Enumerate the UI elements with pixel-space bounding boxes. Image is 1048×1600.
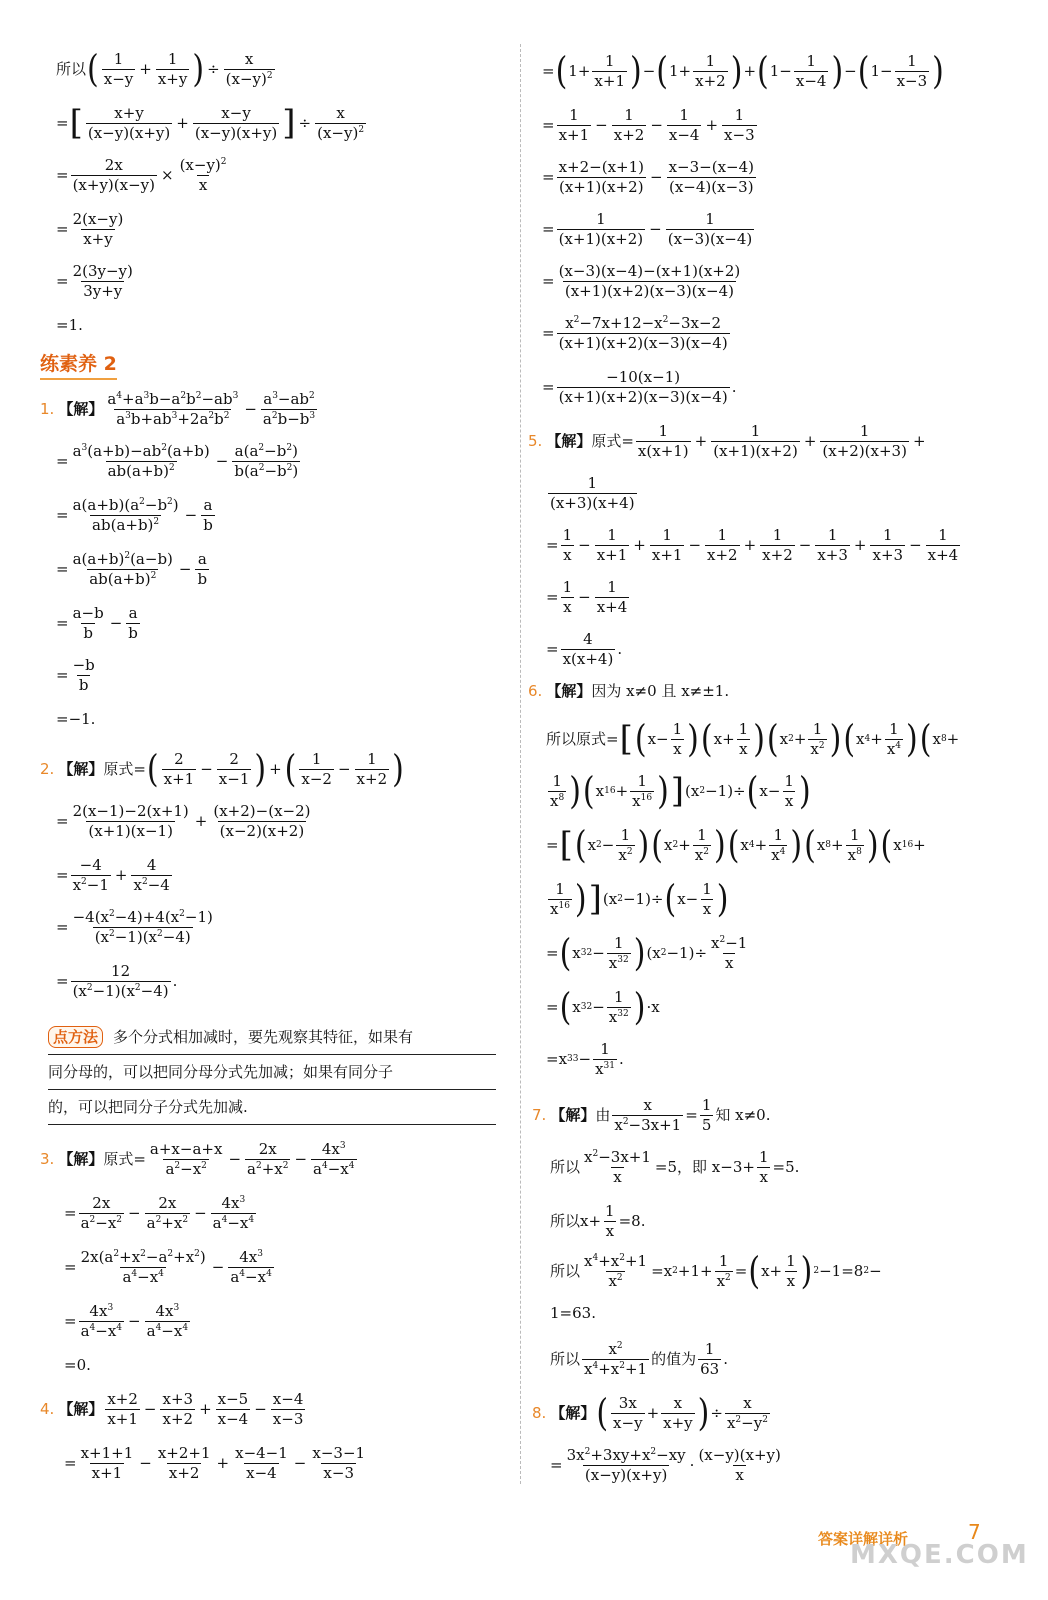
method-tip: 点方法 多个分式相加减时，要先观察其特征，如果有 同分母的，可以把同分母分式先加减；如果有同分子 的，可以把同分子分式先加减. (48, 1020, 496, 1125)
problem-8-start: 8. 【解】 ( 3x x−y + x x+y ) ÷ x $x^2-y^2$ (532, 1391, 768, 1435)
equation-line: = ( 1+ 1 x+1 ) − ( 1+ 1 x+2 ) + ( 1− 1 x−4 ) − ( 1− 1 x−3 ) (542, 49, 944, 93)
equation-line: = $a(a+b)(a^2-b^2)$ $ab(a+b)^2$ − $\frac{a}{b}$ (56, 496, 213, 534)
equation-line: =0. (64, 1356, 91, 1374)
equation-line: = ( x 32 − 1 $x^{32}$ ) (x 2 −1)÷ $x^2-1$ x (546, 931, 748, 975)
equation-line: = $4x^3$ $a^4-x^4$ − $\frac{4x^3}{a^4-x^4}$ (64, 1302, 189, 1340)
column-divider (520, 44, 521, 1484)
equation-line: = (x−3)(x−4)−(x+1)(x+2) (x+1)(x+2)(x−3)(x−4) (542, 262, 741, 300)
equation-line: = 1 x+1 − $\frac{1}{x+2}$ − $\frac{1}{x-4}$ + $\frac{1}{x-3}$ (542, 106, 755, 144)
problem-3-start: 3. 【解】 原式 = a+x−a+x $a^2-x^2$ − $\frac{2x}{a^2+x^2}$ − $\frac{4x^3}{a^4-x^4}$ (40, 1140, 355, 1178)
equation-line: 所以 $x^4+x^2+1$ $x^2$ =x 2 +1+ 1 $x^2$ = ( x+ 1 x ) 2 −1=8 2 − (550, 1249, 882, 1293)
equation-line: = 1 x − $\frac{1}{x+4}$ (546, 578, 628, 616)
equation-line: 1 $x^{16}$ ) ] (x 2 −1)÷ ( x− 1 x ) (550, 877, 729, 921)
equation-line: = 2(x−1)−2(x+1) (x+1)(x−1) + $\frac{(x+2)-(x-2)}{(x-2)(x+2)}$ (56, 802, 311, 840)
equation-line: = ( x 32 − 1 $x^{32}$ ) ·x (546, 985, 660, 1029)
problem-5-start: 5. 【解】 原式 = 1 x(x+1) + $\frac{1}{(x+1)(x+2)}$ + $\frac{1}{(x+2)(x+3)}$ + (528, 422, 926, 460)
equation-line: = $a(a+b)^2(a-b)$ $ab(a+b)^2$ − $\frac{a}{b}$ (56, 550, 208, 588)
equation-line: 1=63. (550, 1304, 596, 1322)
equation-line: 所以 $x^2-3x+1$ x =5 ，即 x−3+ $\frac{1}{x}$ =5. (550, 1148, 800, 1186)
equation-line: = a−b b − $\frac{a}{b}$ (56, 604, 138, 642)
equation-line: = 4 x(x+4) . (546, 630, 623, 668)
problem-4-start: 4. 【解】 x+2 x+1 − $\frac{x+3}{x+2}$ + $\frac{x-5}{x-4}$ − $\frac{x-4}{x-3}$ (40, 1390, 304, 1428)
equation-line: = [ x+y (x−y)(x+y) + $\frac{x-y}{(x-y)(x+y)}$ ] ÷ $\frac{x}{(x-y)^2}$ (56, 102, 365, 143)
equation-line: 所以 ( 1 x−y + $\frac{1}{x+y}$ ) ÷ $\frac{x}{(x-y)^2}$ (56, 47, 273, 91)
section-title: 练素养 2 (40, 349, 117, 380)
equation-line: = −b b (56, 656, 95, 694)
equation-line: = 2(x−y) x+y (56, 210, 124, 248)
equation-line: 1 $x^8$ ) ( x 16 + 1 $x^{16}$ ) ] (x 2 −1)÷ ( x− 1 x ) (550, 769, 811, 813)
problem-6-start: 6. 【解】 因为 x≠0 且 x≠±1. (528, 682, 730, 700)
equation-line: = x+2−(x+1) (x+1)(x+2) − $\frac{x-3-(x-4)}{(x-4)(x-3)}$ (542, 158, 754, 196)
equation-line: = −4 $x^2-1$ + $\frac{4}{x^2-4}$ (56, 856, 170, 894)
equation-line: = 1 (x+1)(x+2) − $\frac{1}{(x-3)(x-4)}$ (542, 210, 753, 248)
equation-line: =−1. (56, 710, 96, 728)
equation-line: = $a^3(a+b)-ab^2(a+b)$ $ab(a+b)^2$ − $\frac{a(a^2-b^2)}{b(a^2-b^2)}$ (56, 442, 299, 480)
equation-line: = −10(x−1) (x+1)(x+2)(x−3)(x−4) . (542, 368, 737, 406)
watermark: MXQE.COM (850, 1540, 1029, 1570)
equation-line: = 2(3y−y) 3y+y (56, 262, 133, 300)
page-number: 7 (968, 1520, 981, 1544)
equation-line: =x 33 − 1 $x^{31}$ . (546, 1040, 624, 1078)
equation-line: = 1 x − $\frac{1}{x+1}$ + $\frac{1}{x+1}$ − $\frac{1}{x+2}$ + $\frac{1}{x+2}$ − $\frac{1}{x+3}$ + $\frac{1}{x+3}$ − $\frac{1}{x+4}$ (546, 526, 959, 564)
equation-line: = $x^2-7x+12-x^2-3x-2$ (x+1)(x+2)(x−3)(x−4) (542, 314, 728, 352)
equation-line: = $2x(a^2+x^2-a^2+x^2)$ $a^4-x^4$ − $\frac{4x^3}{a^4-x^4}$ (64, 1248, 272, 1286)
equation-line: 所以 原式 = [ ( x− 1 x ) ( x+ 1 x ) ( x 2 + 1 $x^2$ ) ( x 4 + 1 $x^4$ ) ( x 8 + (546, 717, 960, 761)
equation-line: 所以 $x^2$ $x^4+x^2+1$ 的值为 1 63 . (550, 1340, 728, 1378)
equation-line: = 12 $(x^2-1)(x^2-4)$ . (56, 962, 178, 1000)
tip-badge: 点方法 (48, 1026, 103, 1048)
footer-label: 答案详解详析 (818, 1530, 909, 1548)
equation-line: = $\frac{2x}{(x+y)(x-y)}$ × $\frac{(x-y)^2}{x}$ (56, 156, 227, 194)
problem-7-start: 7. 【解】 由 x $x^2-3x+1$ = 1 5 知 x≠0. (532, 1096, 771, 1134)
equation-line: = x+1+1 x+1 − $\frac{x+2+1}{x+2}$ + $\frac{x-4-1}{x-4}$ − $\frac{x-3-1}{x-3}$ (64, 1444, 366, 1482)
equation-line: = $3x^2+3xy+x^2-xy$ (x−y)(x+y) · (x−y)(x+y) x (550, 1446, 781, 1484)
equation-line: = [ ( x 2 − 1 $x^2$ ) ( x 2 + 1 $x^2$ ) ( x 4 + 1 $x^4$ ) ( x 8 + 1 $x^8$ ) ( x 16 + (546, 823, 926, 867)
equation-line: = 2x $a^2-x^2$ − $\frac{2x}{a^2+x^2}$ − $\frac{4x^3}{a^4-x^4}$ (64, 1194, 255, 1232)
equation-line: 所以 x+ 1 x =8. (550, 1202, 646, 1240)
equation-line: = $-4(x^2-4)+4(x^2-1)$ $(x^2-1)(x^2-4)$ (56, 908, 213, 946)
equation-line: =1. (56, 316, 83, 334)
problem-2-start: 2. 【解】 原式 = ( 2 x+1 − $\frac{2}{x-1}$ ) + ( 1 x−2 − $\frac{1}{x+2}$ ) (40, 747, 404, 791)
problem-1-start: 1. 【解】 $a^4+a^3b-a^2b^2-ab^3$ $a^3b+ab^3+2a^2b^2$ − $\frac{a^3-ab^2}{a^2b-b^3}$ (40, 390, 316, 428)
equation-line: 1 (x+3)(x+4) (550, 474, 635, 512)
